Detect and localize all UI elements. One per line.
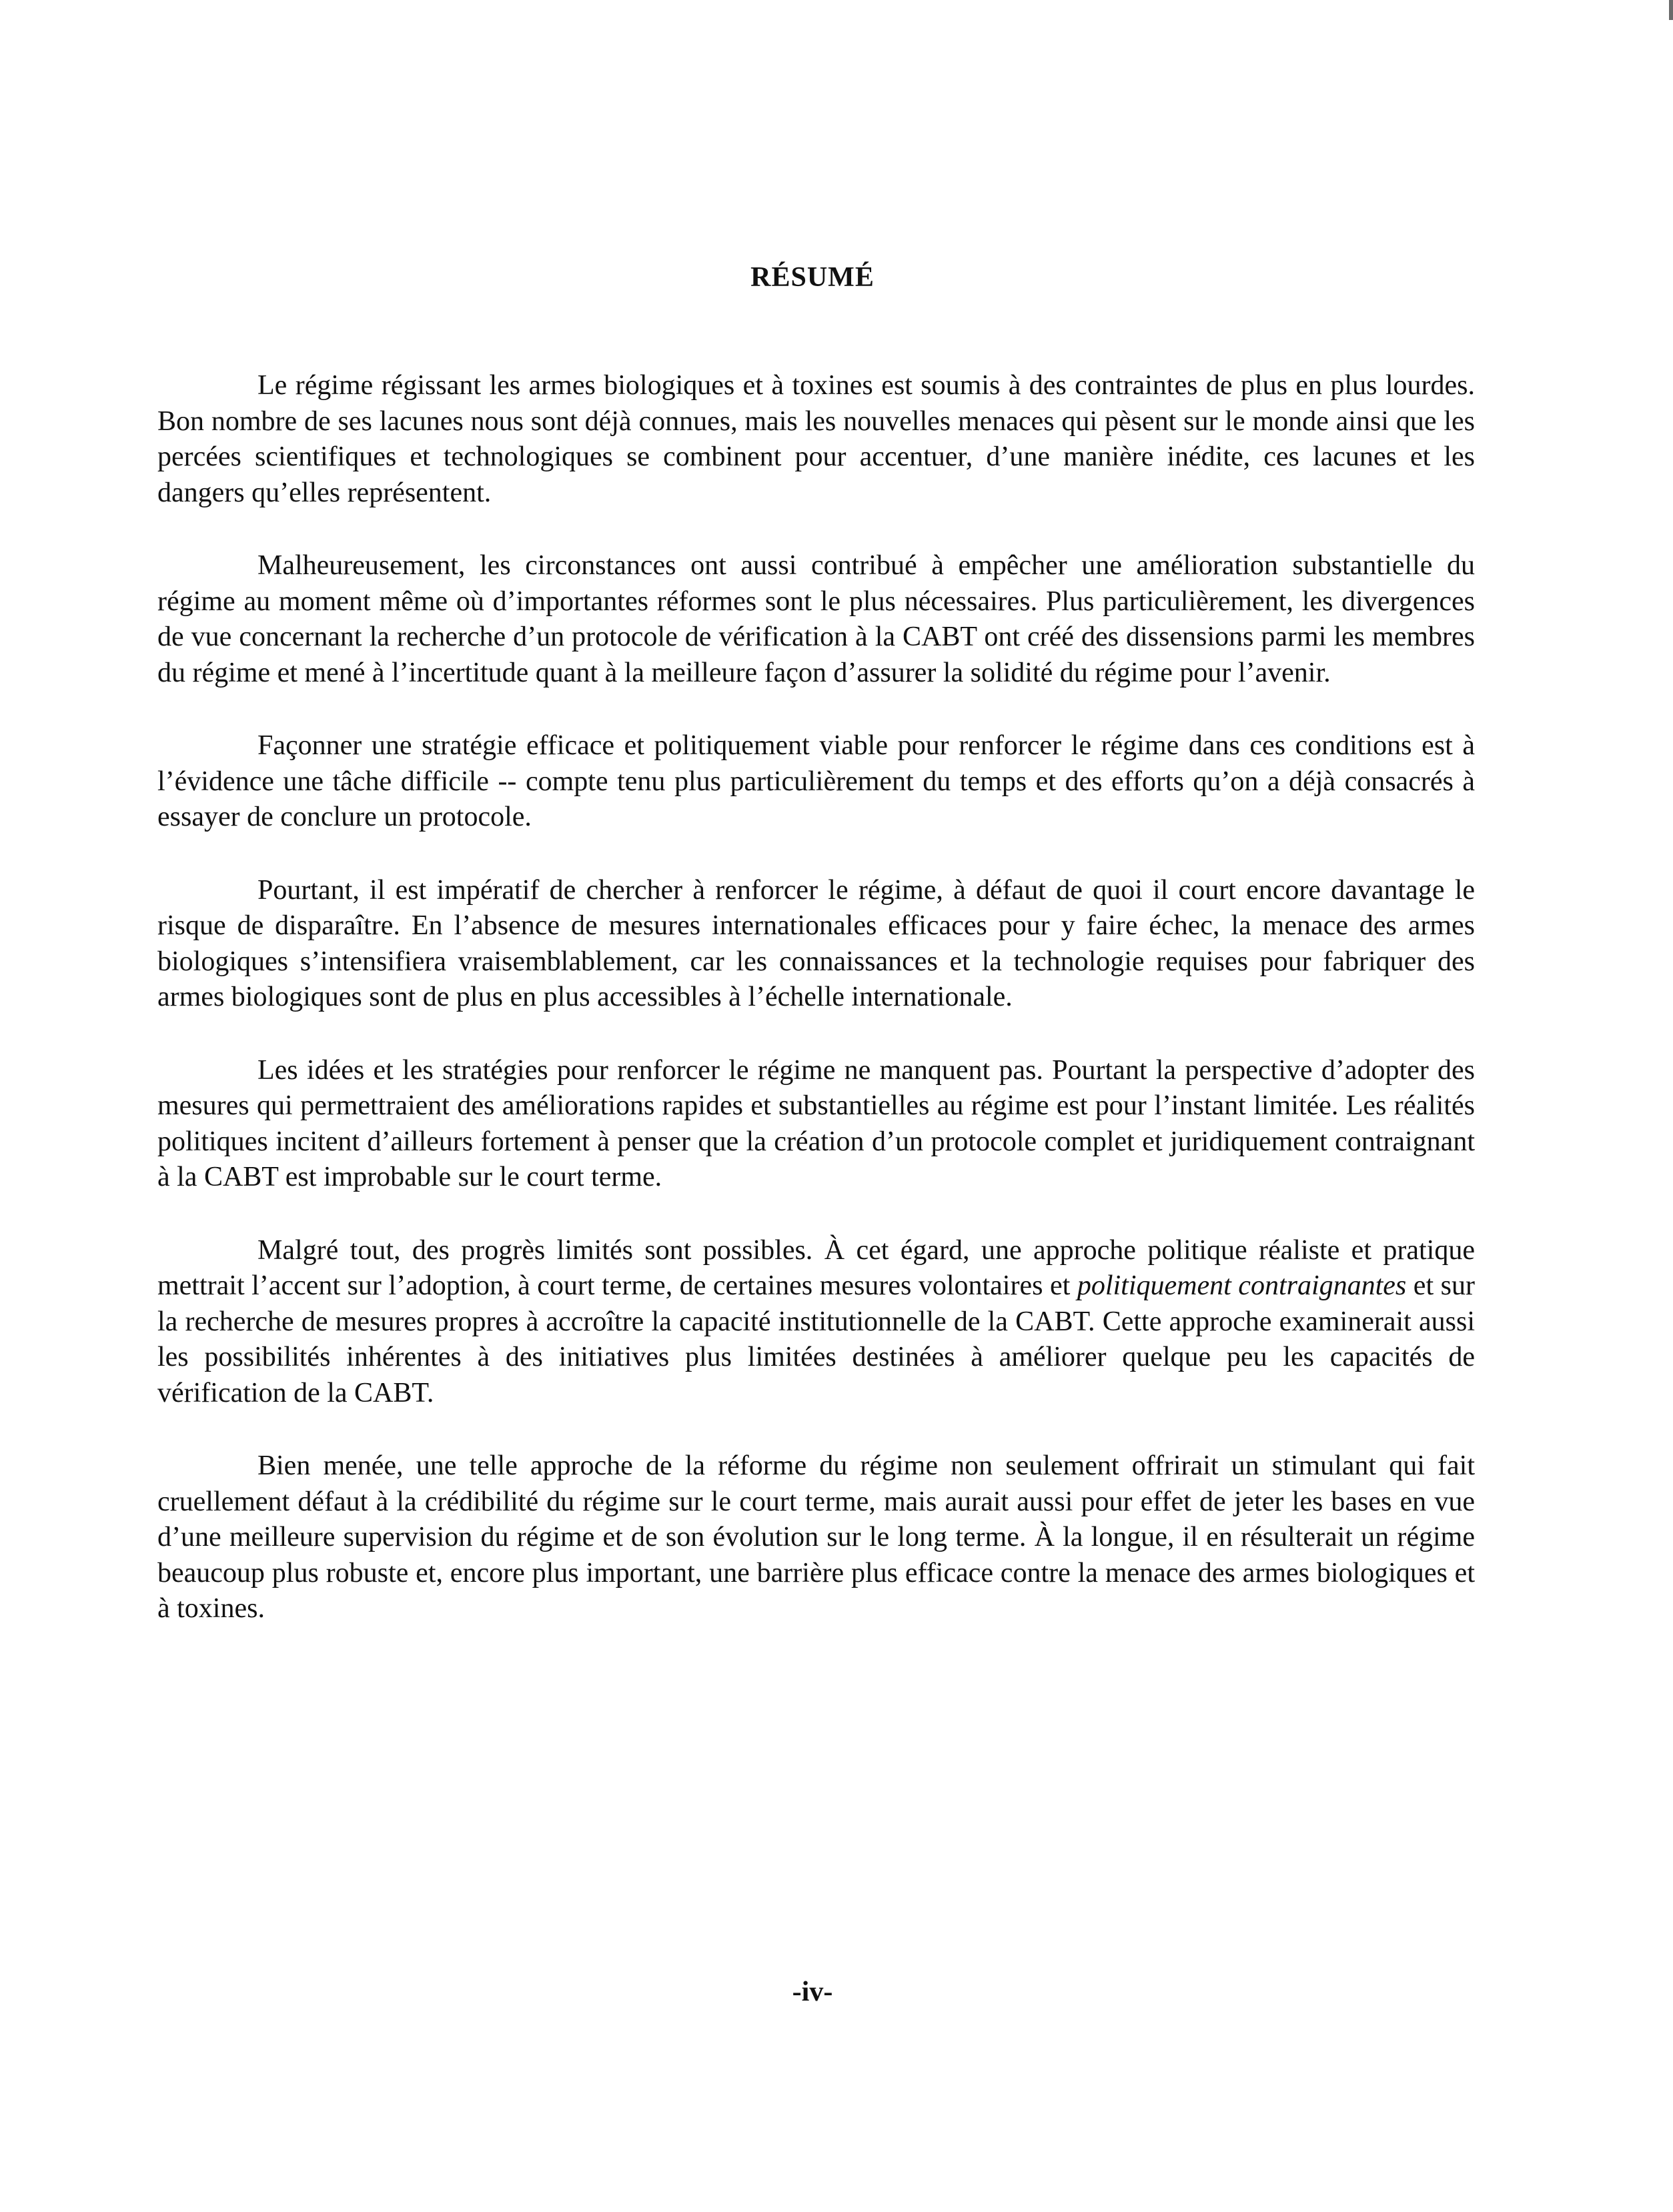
- paragraph-3: Façonner une stratégie efficace et politiquement viable pour renforcer le régime dans ces conditions est à l’évidence une tâche difficile -- compte tenu plus particulièrement du temps et des efforts qu’on a déjà consacrés à essayer de conclure un protocole.: [157, 730, 1475, 832]
- paragraph-6-text-after: et sur la recherche de mesures propres à accroître la capacité institutionnelle de la CABT. Cette approche examinerait aussi les possibilités inhérentes à des initiatives plus limitées destinées à améliorer quelque peu les capacités de vérification de la CABT.: [157, 1270, 1475, 1408]
- paragraph-6-text-before: Malgré tout, des progrès limités sont possibles. À cet égard, une approche politique réaliste et pratique mettrait l’accent sur l’adoption, à court terme, de certaines mesures volontaires et: [157, 1234, 1475, 1301]
- paragraph-7: Bien menée, une telle approche de la réforme du régime non seulement offrirait un stimulant qui fait cruellement défaut à la crédibilité du régime sur le court terme, mais aurait aussi pour effet de jeter les bases en vue d’une meilleure supervision du régime et de son évolution sur le long terme. À la longue, il en résulterait un régime beaucoup plus robuste et, encore plus important, une barrière plus efficace contre la menace des armes biologiques et à toxines.: [157, 1450, 1475, 1624]
- body-text: [157, 368, 1475, 1665]
- scan-edge-mark: [1669, 0, 1673, 20]
- paragraph-1: Le régime régissant les armes biologiques et à toxines est soumis à des contraintes de plus en plus lourdes. Bon nombre de ses lacunes nous sont déjà connues, mais les nouvelles menaces qui pèsent sur le monde ainsi que les percées scientifiques et technologiques se combinent pour accentuer, d’une manière inédite, ces lacunes et les dangers qu’elles représentent.: [157, 370, 1475, 508]
- page-title: RÉSUMÉ: [750, 262, 875, 293]
- paragraph-6-italic-text: politiquement contraignantes: [1077, 1270, 1407, 1301]
- page-number: -iv-: [792, 1977, 833, 2007]
- paragraph-2: Malheureusement, les circonstances ont aussi contribué à empêcher une amélioration substantielle du régime au moment même où d’importantes réformes sont le plus nécessaires. Plus particulièrement, les divergences de vue concernant la recherche d’un protocole de vérification à la CABT ont créé des dissensions parmi les membres du régime et mené à l’incertitude quant à la meilleure façon d’assurer la solidité du régime pour l’avenir.: [157, 550, 1475, 688]
- paragraph-5: Les idées et les stratégies pour renforcer le régime ne manquent pas. Pourtant la perspective d’adopter des mesures qui permettraient des améliorations rapides et substantielles au régime est pour l’instant limitée. Les réalités politiques incitent d’ailleurs fortement à penser que la création d’un protocole complet et juridiquement contraignant à la CABT est improbable sur le court terme.: [157, 1054, 1475, 1192]
- paragraph-4: Pourtant, il est impératif de chercher à renforcer le régime, à défaut de quoi il court encore davantage le risque de disparaître. En l’absence de mesures internationales efficaces pour y faire échec, la menace des armes biologiques s’intensifiera vraisemblablement, car les connaissances et la technologie requises pour fabriquer des armes biologiques sont de plus en plus accessibles à l’échelle internationale.: [157, 874, 1475, 1012]
- paragraph-6: [157, 1233, 1475, 1412]
